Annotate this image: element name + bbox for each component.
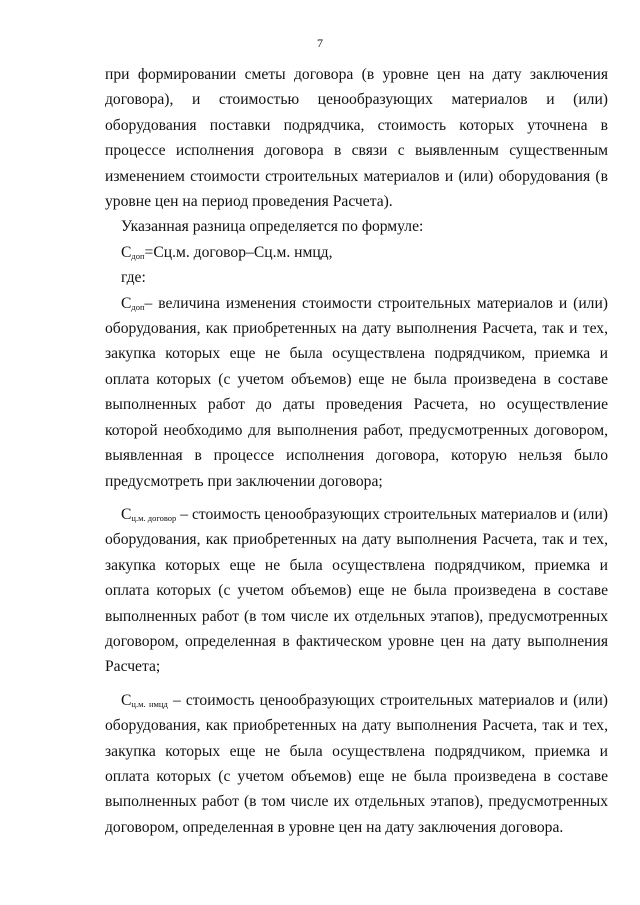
definition-subscript: ц.м. нмцд: [131, 698, 168, 709]
formula-symbol: С: [121, 243, 132, 261]
formula-expression: =Сц.м. договор–Сц.м. нмцд,: [144, 243, 333, 261]
paragraph-where: где:: [121, 269, 146, 287]
definition-c-cm-dogovor: [105, 502, 608, 680]
page-number: 7: [317, 36, 323, 50]
paragraph-formula-intro: Указанная разница определяется по формуле:: [121, 218, 424, 236]
paragraph-intro: при формировании сметы договора (в уровне цен на дату заключения договора), и стоимостью ценообразующих материалов и (или) оборудования поставки подрядчика, стоимость которых уточнена в процессе исполнения договора в связи с выявленным существенным изменением стоимости строительных материалов и (или) оборудования (в уровне цен на период проведения Расчета).: [105, 66, 608, 211]
definition-c-dop: [105, 291, 608, 494]
definition-text: – стоимость ценообразующих строительных материалов и (или) оборудования, как приобретенных на дату выполнения Расчета, так и тех, закупка которых еще не была осуществлена подрядчиком, приемка и оплата которых (с учетом объемов) еще не была произведена в составе выполненных работ (в том числе их отдельных этапов), предусмотренных договором, определенная в уровне цен на дату заключения договора.: [105, 691, 609, 836]
definition-symbol: С: [121, 691, 132, 709]
definition-symbol: С: [121, 505, 132, 523]
definition-text: – стоимость ценообразующих строительных материалов и (или) оборудования, как приобретенных на дату выполнения Расчета, так и тех, закупка которых еще не была осуществлена подрядчиком, приемка и оплата которых (с учетом объемов) еще не была произведена в составе выполненных работ (в том числе их отдельных этапов), предусмотренных договором, определенная в фактическом уровне цен на дату выполнения Расчета;: [105, 505, 609, 676]
definition-symbol: С: [121, 294, 132, 312]
definition-subscript: ц.м. договор: [131, 512, 177, 523]
definition-text: – величина изменения стоимости строительных материалов и (или) оборудования, как приобретенных на дату выполнения Расчета, так и тех, закупка которых еще не была осуществлена подрядчиком, приемка и оплата которых (с учетом объемов) еще не была произведена в составе выполненных работ до даты проведения Расчета, но осуществление которой необходимо для выполнения работ, предусмотренных договором, выявленная в процессе исполнения договора, которую нельзя было предусмотреть при заключении договора;: [105, 294, 608, 490]
formula: [105, 240, 608, 265]
formula-subscript: доп: [131, 250, 145, 261]
definition-c-cm-nmcd: [105, 688, 608, 840]
document-body: [105, 62, 608, 840]
definition-subscript: доп: [131, 301, 145, 312]
